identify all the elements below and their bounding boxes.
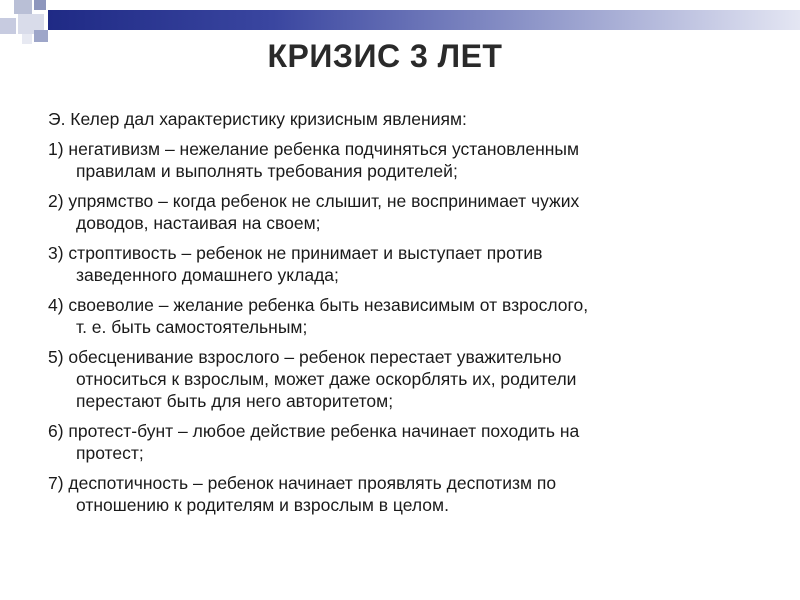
slide-title: КРИЗИС 3 ЛЕТ [267, 38, 503, 74]
list-item-continuation: заведенного домашнего уклада; [76, 265, 339, 285]
slide-body [48, 108, 748, 524]
decorative-square [14, 0, 32, 14]
list-item-continuation: протест; [76, 443, 144, 463]
list-item-first-line: 1) негативизм – нежелание ребенка подчиняться установленным [48, 139, 580, 159]
header-gradient-bar [48, 10, 800, 30]
list-item-continuation: отношению к родителям и взрослым в целом. [76, 495, 449, 515]
list-item-continuation: доводов, настаивая на своем; [76, 213, 321, 233]
list-item [48, 190, 748, 234]
list-item-first-line: 2) упрямство – когда ребенок не слышит, не воспринимает чужих [48, 191, 580, 211]
decorative-square [0, 18, 16, 34]
list-item-continuation: перестают быть для него авторитетом; [76, 391, 394, 411]
list-item [48, 138, 748, 182]
list-item [48, 346, 748, 412]
list-item [48, 472, 748, 516]
intro-text: Э. Келер дал характеристику кризисным явлениям: [48, 109, 467, 129]
list-item-first-line: 3) строптивость – ребенок не принимает и выступает против [48, 243, 543, 263]
list-item-first-line: 5) обесценивание взрослого – ребенок перестает уважительно [48, 347, 562, 367]
list-item-first-line: 7) деспотичность – ребенок начинает проявлять деспотизм по [48, 473, 557, 493]
list-item [48, 242, 748, 286]
decorative-square [34, 0, 46, 10]
list-item [48, 294, 748, 338]
list-item [48, 420, 748, 464]
list-item-first-line: 4) своеволие – желание ребенка быть независимым от взрослого, [48, 295, 589, 315]
list-item-first-line: 6) протест-бунт – любое действие ребенка начинает походить на [48, 421, 580, 441]
list-item-continuation: т. е. быть самостоятельным; [76, 317, 308, 337]
list-item-continuation: относиться к взрослым, может даже оскорблять их, родители [76, 369, 577, 389]
list-item-continuation: правилам и выполнять требования родителей; [76, 161, 458, 181]
